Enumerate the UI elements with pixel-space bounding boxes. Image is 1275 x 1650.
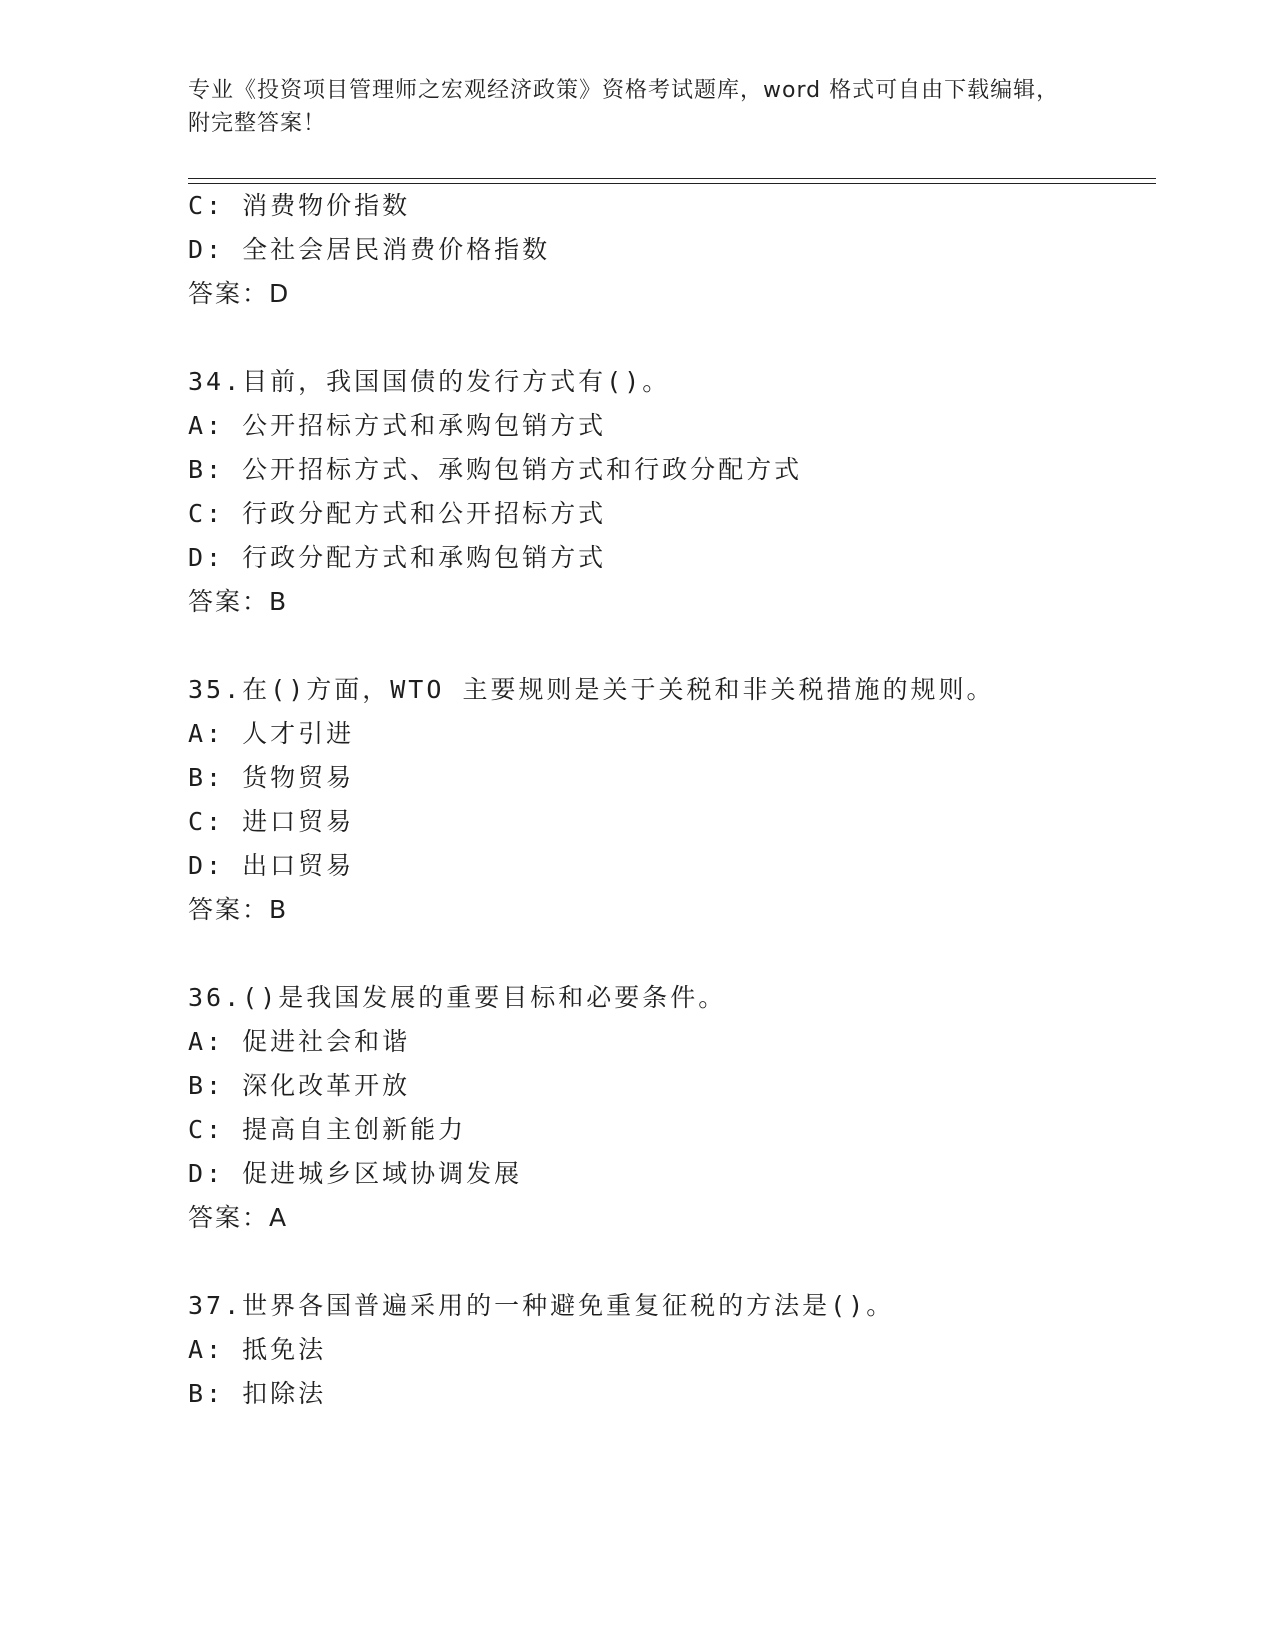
answer: 答案：D <box>188 279 291 308</box>
question-37: 37.世界各国普遍采用的一种避免重复征税的方法是()。 <box>188 1291 895 1320</box>
option-b: B: 货物贸易 <box>188 763 355 792</box>
option-c: C: 消费物价指数 <box>188 191 411 220</box>
option-b: B: 公开招标方式、承购包销方式和行政分配方式 <box>188 455 803 484</box>
header-rule-bottom <box>188 183 1156 184</box>
option-a: A: 人才引进 <box>188 719 355 748</box>
option-d: D: 出口贸易 <box>188 851 355 880</box>
option-b: B: 扣除法 <box>188 1379 327 1408</box>
question-35: 35.在()方面，WTO 主要规则是关于关税和非关税措施的规则。 <box>188 675 995 704</box>
option-d: D: 行政分配方式和承购包销方式 <box>188 543 607 572</box>
answer: 答案：B <box>188 587 289 616</box>
option-d: D: 促进城乡区域协调发展 <box>188 1159 523 1188</box>
answer: 答案：B <box>188 895 289 924</box>
header-rule-top <box>188 178 1156 179</box>
answer: 答案：A <box>188 1203 289 1232</box>
option-c: C: 提高自主创新能力 <box>188 1115 467 1144</box>
option-d: D: 全社会居民消费价格指数 <box>188 235 551 264</box>
option-c: C: 进口贸易 <box>188 807 355 836</box>
option-a: A: 促进社会和谐 <box>188 1027 411 1056</box>
option-a: A: 公开招标方式和承购包销方式 <box>188 411 607 440</box>
document-header: 专业《投资项目管理师之宏观经济政策》资格考试题库，word 格式可自由下载编辑，附完整答案！ <box>188 78 1060 136</box>
question-36: 36.()是我国发展的重要目标和必要条件。 <box>188 983 727 1012</box>
question-34: 34.目前，我国国债的发行方式有()。 <box>188 367 671 396</box>
option-a: A: 抵免法 <box>188 1335 327 1364</box>
option-c: C: 行政分配方式和公开招标方式 <box>188 499 607 528</box>
option-b: B: 深化改革开放 <box>188 1071 411 1100</box>
